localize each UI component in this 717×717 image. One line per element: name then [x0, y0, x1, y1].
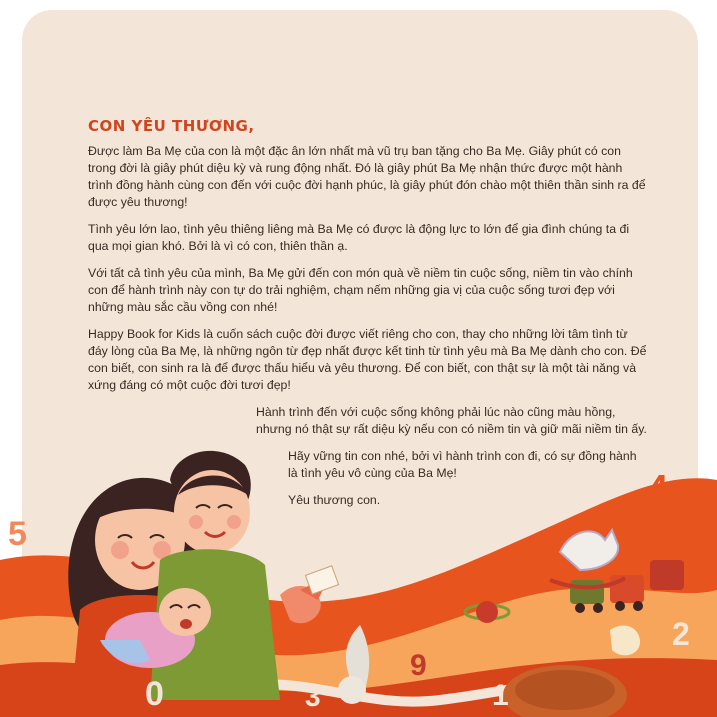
number-0: 0 [145, 675, 164, 713]
paragraph-1: Được làm Ba Mẹ của con là một đặc ân lớn nhất mà vũ trụ ban tặng cho Ba Mẹ. Giây phút có con trong đời là giây phút diệu kỳ và rung động nhất. Đó là giây phút Ba Mẹ nhận thức được một hành trình đồng hành cùng con đến với cuộc đời hạnh phúc, là giây phút đón chào một thiên thần sinh ra để được yêu thương! [88, 144, 646, 209]
number-2: 2 [672, 616, 690, 652]
number-3: 3 [305, 681, 321, 712]
number-5: 5 [8, 515, 27, 553]
paragraph-indented-2: Hãy vững tin con nhé, bởi vì hành trình con đi, có sự đồng hành là tình yêu vô cùng của Ba Mẹ! [288, 449, 637, 480]
closing-line: Yêu thương con. [288, 493, 381, 507]
number-9: 9 [410, 649, 427, 682]
number-4: 4 [648, 467, 669, 508]
number-1: 1 [492, 679, 509, 712]
letter-heading: CON YÊU THƯƠNG, [88, 117, 255, 135]
paragraph-3: Với tất cả tình yêu của mình, Ba Mẹ gửi đến con món quà về niềm tin cuộc sống, niềm tin vào chính con để hành trình này con tự do trải nghiệm, chạm nếm những gia vị của cuộc sống tươi đẹp với những màu sắc cầu vồng con nhé! [88, 266, 633, 314]
toy-train-icon [570, 580, 604, 604]
envelope-icon [305, 566, 338, 594]
paragraph-indented: Hành trình đến với cuộc sống không phải lúc nào cũng màu hồng, nhưng nó thật sự rất diệu kỳ nếu con có niềm tin và giữ mãi niềm tin ấy. [256, 405, 647, 436]
paragraph-2: Tình yêu lớn lao, tình yêu thiêng liêng mà Ba Mẹ có được là động lực to lớn để gia đình chúng ta đi qua mọi gian khó. Bởi là vì có con, thiên thần ạ. [88, 222, 630, 253]
paragraph-4: Happy Book for Kids là cuốn sách cuộc đời được viết riêng cho con, thay cho những lời tâm tình từ đáy lòng của Ba Mẹ, là những ngôn từ đẹp nhất được kết tinh từ tình yêu mà Ba Mẹ dành cho con. Để con biết, con sinh ra là để được thấu hiểu và yêu thương. Để con biết, con thật sự là một tài năng và xứng đáng có một cuộc đời tươi đẹp! [88, 327, 647, 392]
